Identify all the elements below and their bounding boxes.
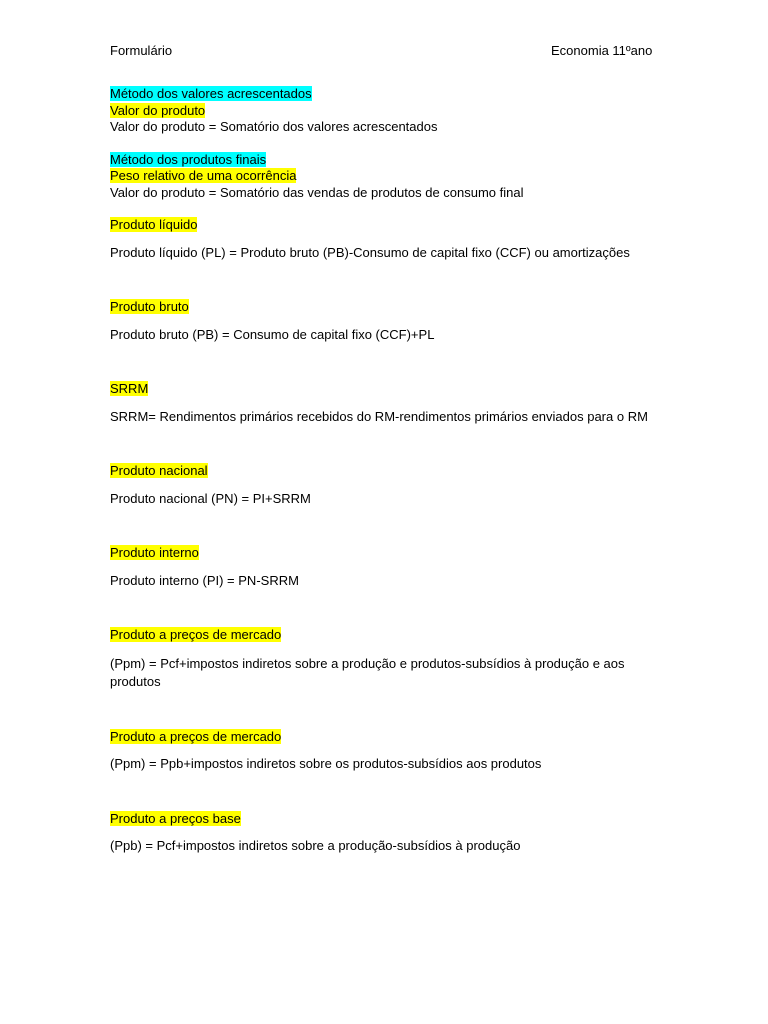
section-title bbox=[110, 463, 658, 480]
section-title-text: Produto bruto bbox=[110, 299, 189, 314]
formula-text: Valor do produto = Somatório dos valores acrescentados bbox=[110, 119, 438, 134]
method-heading-text: Método dos produtos finais bbox=[110, 151, 267, 167]
spacer bbox=[110, 261, 658, 299]
section-title bbox=[110, 627, 658, 644]
section-title-text: Produto a preços base bbox=[110, 810, 241, 826]
formula-text: Produto líquido (PL) = Produto bruto (PB)-Consumo de capital fixo (CCF) ou amortizações bbox=[110, 244, 630, 260]
section-title-text: Produto a preços de mercado bbox=[110, 627, 282, 642]
spacer bbox=[110, 201, 658, 217]
spacer bbox=[110, 827, 658, 838]
formula-text: (Ppm) = Pcf+impostos indiretos sobre a produção e produtos-subsídios à produção e aos produtos bbox=[110, 655, 625, 689]
section-title bbox=[110, 103, 658, 120]
spacer bbox=[110, 773, 658, 811]
section-title-text: Produto nacional bbox=[110, 463, 208, 478]
spacer bbox=[110, 507, 658, 545]
spacer bbox=[110, 343, 658, 381]
method-heading bbox=[110, 86, 658, 103]
section-title-text: Peso relativo de uma ocorrência bbox=[110, 168, 297, 183]
formula-text: SRRM= Rendimentos primários recebidos do RM-rendimentos primários enviados para o RM bbox=[110, 408, 648, 424]
formula-text: Produto nacional (PN) = PI+SRRM bbox=[110, 490, 311, 506]
method-heading bbox=[110, 152, 658, 169]
formula-text: Produto interno (PI) = PN-SRRM bbox=[110, 572, 299, 588]
section-title bbox=[110, 729, 658, 746]
section-title bbox=[110, 217, 658, 234]
header-right-text: Economia 11ºano bbox=[551, 43, 653, 58]
section-title bbox=[110, 168, 658, 185]
section-title bbox=[110, 545, 658, 562]
header-left-text: Formulário bbox=[110, 43, 173, 58]
section-title-text: SRRM bbox=[110, 381, 149, 396]
formula-text: Valor do produto = Somatório das vendas de produtos de consumo final bbox=[110, 184, 524, 200]
spacer bbox=[110, 562, 658, 573]
spacer bbox=[110, 136, 658, 152]
document-body bbox=[110, 86, 658, 855]
section-title-text: Valor do produto bbox=[110, 102, 206, 118]
spacer bbox=[110, 644, 658, 655]
section-title bbox=[110, 811, 658, 828]
section-title-text: Produto líquido bbox=[110, 217, 198, 232]
spacer bbox=[110, 316, 658, 327]
section-title-text: Produto interno bbox=[110, 545, 199, 560]
spacer bbox=[110, 234, 658, 245]
spacer bbox=[110, 745, 658, 756]
section-title bbox=[110, 381, 658, 398]
formula-text: (Ppm) = Ppb+impostos indiretos sobre os produtos-subsídios aos produtos bbox=[110, 756, 542, 771]
section-title bbox=[110, 299, 658, 316]
spacer bbox=[110, 480, 658, 491]
formula-text: (Ppb) = Pcf+impostos indiretos sobre a produção-subsídios à produção bbox=[110, 838, 521, 853]
spacer bbox=[110, 589, 658, 627]
spacer bbox=[110, 398, 658, 409]
spacer bbox=[110, 691, 658, 729]
method-heading-text: Método dos valores acrescentados bbox=[110, 86, 312, 101]
spacer bbox=[110, 425, 658, 463]
section-title-text: Produto a preços de mercado bbox=[110, 728, 282, 744]
formula-text: Produto bruto (PB) = Consumo de capital fixo (CCF)+PL bbox=[110, 326, 435, 342]
